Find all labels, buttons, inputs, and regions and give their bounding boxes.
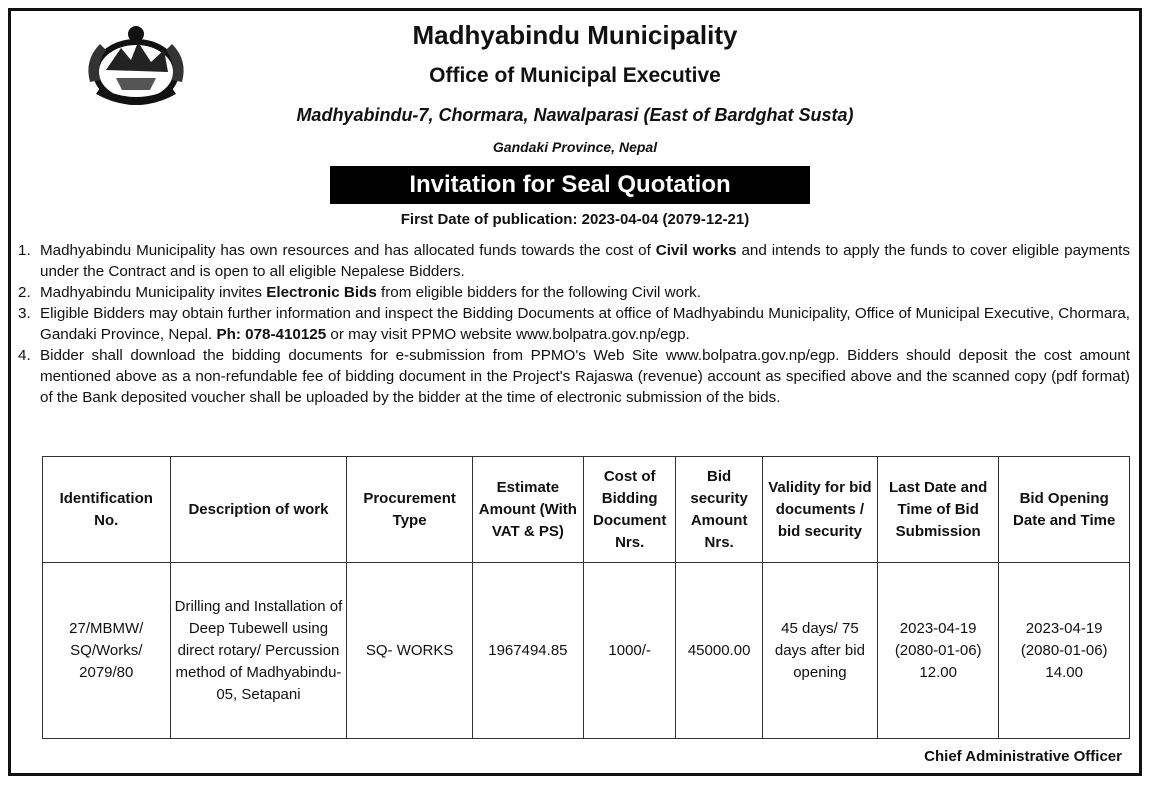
notice-title: Invitation for Seal Quotation <box>330 166 810 204</box>
publication-date: First Date of publication: 2023-04-04 (2079-12-21) <box>400 211 750 228</box>
header-description: Description of work <box>170 457 347 563</box>
header-bidding-cost: Cost of Bidding Document Nrs. <box>583 457 676 563</box>
clause-text: Eligible Bidders may obtain further information and inspect the Bidding Documents at office of Madhyabindu Municipality, Office of Municipal Executive, Chormara, Gandaki Province, Nepal. Ph: 078-410125 or may visit PPMO website www.bolpatra.gov.np/egp. <box>40 305 1130 343</box>
clause-text: Madhyabindu Municipality invites Electronic Bids from eligible bidders for the following Civil work. <box>40 284 701 301</box>
clause-text: Madhyabindu Municipality has own resources and has allocated funds towards the cost of Civil works and intends to apply the funds to cover eligible payments under the Contract and is open to all eligible Nepalese Bidders. <box>40 242 1130 280</box>
municipality-name: Madhyabindu Municipality <box>412 20 738 50</box>
cell-estimate-amount: 1967494.85 <box>472 563 583 739</box>
bid-table <box>42 456 1130 739</box>
header-estimate-amount: Estimate Amount (With VAT & PS) <box>472 457 583 563</box>
cell-identification: 27/MBMW/ SQ/Works/ 2079/80 <box>43 563 171 739</box>
table-header-row <box>43 457 1130 563</box>
cell-validity: 45 days/ 75 days after bid opening <box>762 563 877 739</box>
cell-opening-date: 2023-04-19 (2080-01-06) 14.00 <box>999 563 1130 739</box>
header-bid-security: Bid security Amount Nrs. <box>676 457 762 563</box>
clause-text: Bidder shall download the bidding documents for e-submission from PPMO's Web Site www.bolpatra.gov.np/egp. Bidders should deposit the cost amount mentioned above as a non-refundable fee of bidding document in the Project's Rajaswa (revenue) account as specified above and the scanned copy (pdf format) of the Bank deposited voucher shall be uploaded by the bidder at the time of electronic submission of the bids. <box>40 347 1130 406</box>
cell-procurement-type: SQ- WORKS <box>347 563 472 739</box>
clause-1 <box>18 240 1130 282</box>
clause-3 <box>18 303 1130 345</box>
cell-bid-security: 45000.00 <box>676 563 762 739</box>
clause-number: 4. <box>18 347 31 364</box>
office-name: Office of Municipal Executive <box>429 64 721 87</box>
clause-2 <box>18 282 1130 303</box>
cell-bidding-cost: 1000/- <box>583 563 676 739</box>
clause-list <box>18 240 1130 408</box>
clause-number: 3. <box>18 305 31 322</box>
clause-number: 2. <box>18 284 31 301</box>
clause-number: 1. <box>18 242 31 259</box>
cell-last-date: 2023-04-19 (2080-01-06) 12.00 <box>878 563 999 739</box>
header-opening-date: Bid Opening Date and Time <box>999 457 1130 563</box>
signature-title: Chief Administrative Officer <box>924 748 1122 765</box>
header-procurement-type: Procurement Type <box>347 457 472 563</box>
table-row <box>43 563 1130 739</box>
header-last-date: Last Date and Time of Bid Submission <box>878 457 999 563</box>
clause-4 <box>18 345 1130 408</box>
header-identification: Identification No. <box>43 457 171 563</box>
header-validity: Validity for bid documents / bid security <box>762 457 877 563</box>
cell-description: Drilling and Installation of Deep Tubewell using direct rotary/ Percussion method of Madhyabindu-05, Setapani <box>170 563 347 739</box>
province: Gandaki Province, Nepal <box>492 139 658 155</box>
office-address: Madhyabindu-7, Chormara, Nawalparasi (East of Bardghat Susta) <box>296 105 854 125</box>
